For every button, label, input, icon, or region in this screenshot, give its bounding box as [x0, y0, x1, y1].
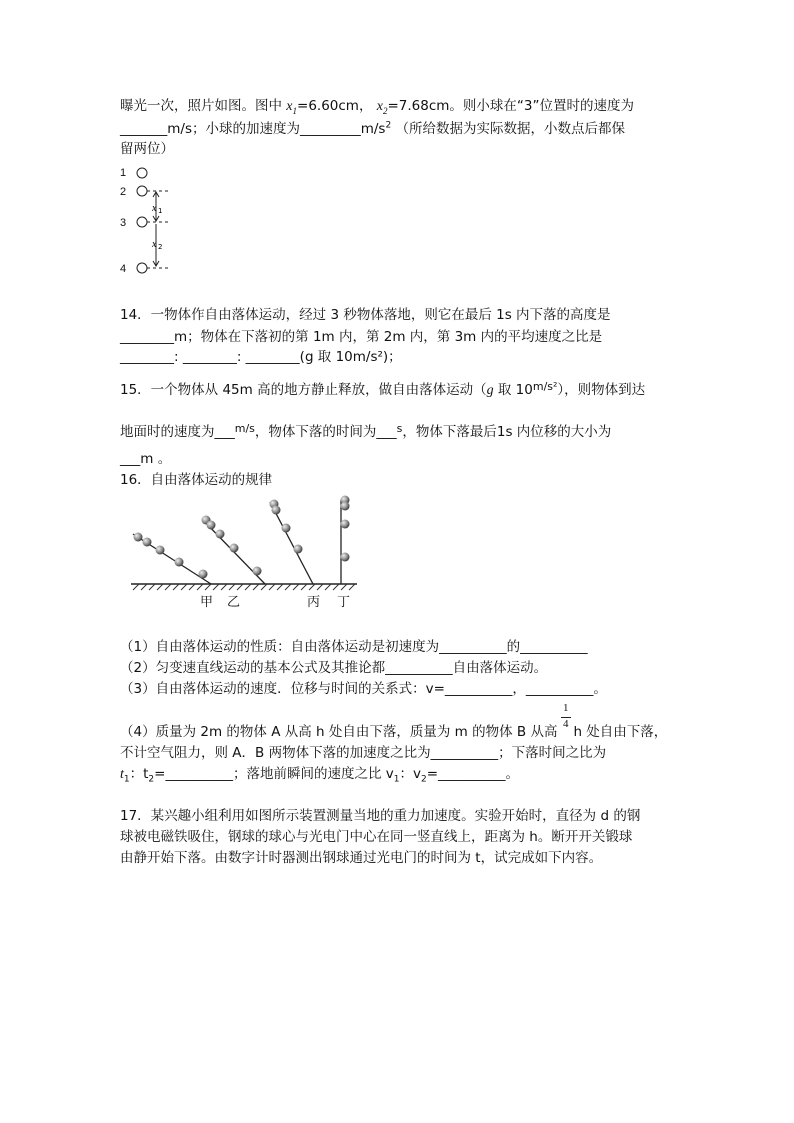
position-label-3: 3 [120, 217, 127, 229]
ball-3 [137, 217, 147, 227]
q17-line-1: 17．某兴趣小组利用如图所示装置测量当地的重力加速度。实验开始时，直径为 d 的钢 [120, 808, 641, 824]
q13-line-3 [120, 139, 174, 159]
ball-yi-3 [216, 530, 225, 539]
position-label-1: 1 [120, 167, 127, 179]
ball-jia-3 [156, 546, 165, 555]
q16-title: 16．自由落体运动的规律 [120, 472, 273, 488]
fraction-numerator: 1 [563, 702, 569, 714]
ball-bing-4 [294, 545, 303, 554]
q13-note: （所给数据为实际数据，小数点后都保 [395, 121, 625, 137]
ball-yi-5 [253, 567, 262, 576]
ball-bing-2 [272, 506, 281, 515]
label-yi: 乙 [227, 595, 241, 610]
x2-symbol: $x_2$ [376, 99, 388, 116]
q14-line-3: ________: ________: ________(g 取 10m/s²)； [120, 349, 402, 365]
q13-text-a: 曝光一次，照片如图。图中 [120, 98, 287, 114]
free-fall-figure [125, 490, 365, 612]
q16-part-4: （4）质量为 2m 的物体 A 从高 h 处自由下落，质量为 m 的物体 B 从高 h 处自由下落， [120, 724, 668, 740]
q13-blanks: _______m/s；小球的加速度为_________m/s [120, 121, 386, 137]
ball-yi-2 [207, 521, 216, 530]
q13-line-2: _______m/s；小球的加速度为$\_\_\_\_\_\_\_\_\_m/s^2$ （所给数据为实际数据，小数点后都保 [120, 120, 625, 137]
label-jia: 甲 [200, 595, 214, 610]
x1-value: =6.60cm， [297, 98, 377, 114]
q13-note-end: 留两位） [120, 141, 174, 157]
position-label-2: 2 [120, 186, 127, 198]
q16-part-1: （1）自由落体运动的性质：自由落体运动是初速度为__________的__________ [120, 639, 588, 655]
x1-symbol: $x_1$ [286, 99, 298, 116]
ball-4 [137, 263, 147, 273]
ball-yi-4 [230, 544, 239, 553]
q15-line-1: 15．一个物体从 45m 高的地方静止释放，做自由落体运动（g 取 $10^{m/s^2}$），则物体到达 [120, 380, 646, 398]
q17-line-3: 由静开始下落。由数字计时器测出钢球通过光电门的时间为 t，试完成如下内容。 [120, 850, 603, 866]
ball-ding-2 [341, 502, 350, 511]
q14-line-1: 14．一物体作自由落体运动，经过 3 秒物体落地，则它在最后 1s 内下落的高度是 [120, 307, 611, 323]
q16-part-2: （2）匀变速直线运动的基本公式及其推论都__________自由落体运动。 [120, 660, 548, 676]
ball-ding-3 [341, 520, 350, 529]
position-label-4: 4 [120, 263, 127, 275]
q16-part-3: （3）自由落体运动的速度．位移与时间的关系式：v=__________，__________。 [120, 681, 607, 697]
x2-value: =7.68cm。则小球在“3”位置时的速度为 [387, 98, 634, 114]
q16-part-4-line-2: 不计空气阻力，则 A．B 两物体下落的加速度之比为__________；下落时间之比为 [120, 745, 607, 761]
label-ding: 丁 [337, 595, 351, 610]
q14-line-2: ________m；物体在下落初的第 1m 内，第 2m 内，第 3m 内的平均速度之比是 [120, 329, 603, 345]
ball-jia-5 [199, 570, 208, 579]
q15-line-2: 地面时的速度为___$^{m/s}$，物体下落的时间为___$^s$，物体下落最后1s 内位移的大小为 [120, 422, 612, 440]
ball-1 [137, 168, 147, 178]
q16-part-4-line-3: $t_1$：$t_2=\_\_\_\_\_\_\_\_\_\_$；落地前瞬间的速度之比 $v_1$：$v_2=\_\_\_\_\_\_\_\_\_\_$。 [120, 766, 520, 785]
x2-label: x [152, 239, 157, 250]
fraction-denominator: 4 [563, 718, 569, 730]
svg-text:2: 2 [158, 243, 163, 251]
q15-line-3: ___m 。 [120, 451, 172, 467]
q17-line-2: 球被电磁铁吸住，钢球的球心与光电门中心在同一竖直线上，距离为 h。断开开关锻球 [120, 829, 633, 845]
ball-jia-4 [175, 558, 184, 567]
ball-ding-4 [341, 553, 350, 562]
ball-2 [137, 186, 147, 196]
q13-line-1 [120, 96, 634, 117]
strobe-figure [114, 162, 184, 280]
ball-jia-1 [134, 533, 143, 542]
ball-bing-3 [282, 524, 291, 533]
svg-text:1: 1 [158, 207, 163, 215]
label-bing: 丙 [307, 595, 321, 610]
ground-hatch [133, 584, 355, 590]
x1-label: x [152, 203, 157, 214]
ball-jia-2 [143, 538, 152, 547]
